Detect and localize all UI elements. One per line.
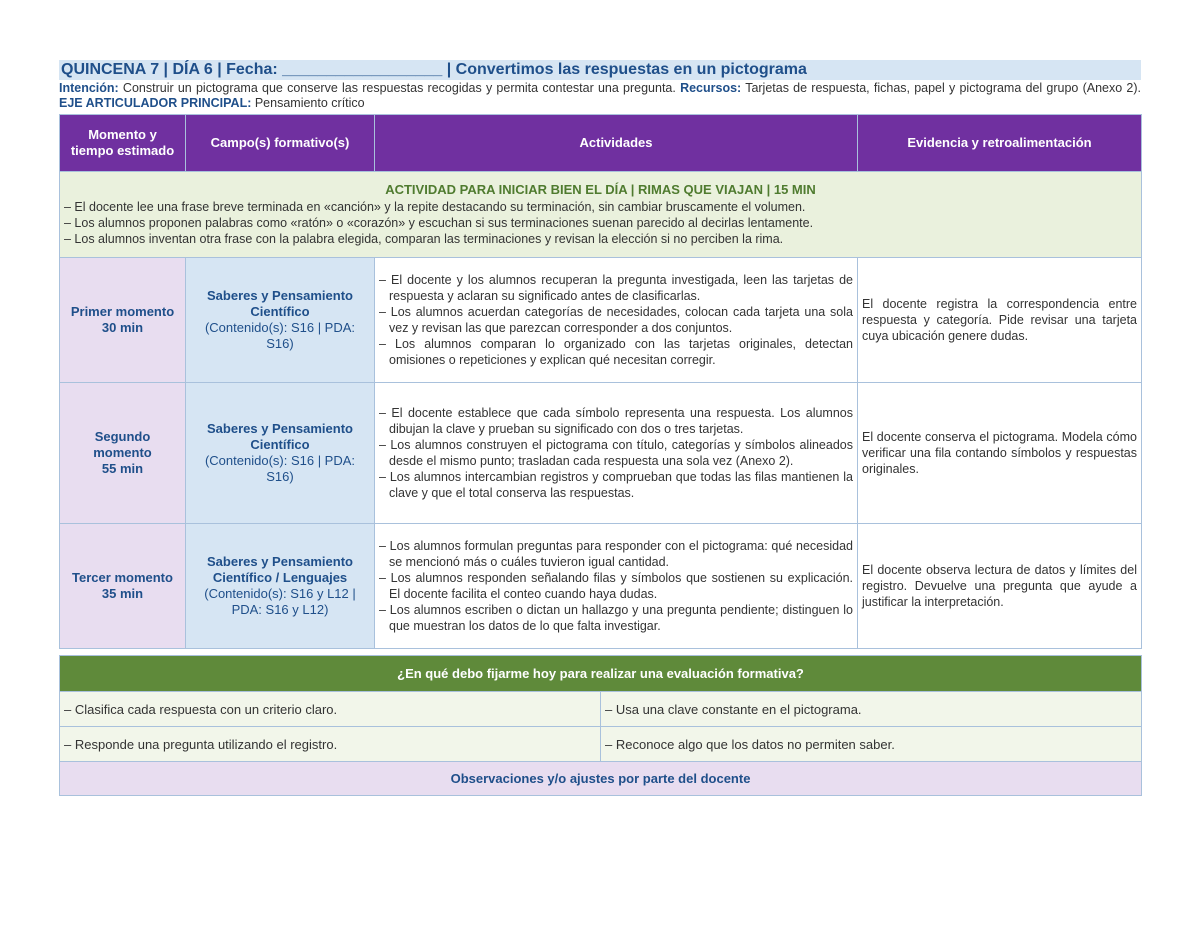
- activity-item: – El docente y los alumnos recuperan la pregunta investigada, leen las tarjetas de respuesta y aclaran su significado antes de clasificarlas.: [379, 273, 853, 303]
- moment-time: 30 min: [101, 320, 144, 335]
- column-header-evidence: Evidencia y retroalimentación: [858, 115, 1142, 172]
- field-cell: [186, 524, 375, 649]
- moment-time: 55 min: [101, 461, 144, 476]
- warmup-item: – El docente lee una frase breve terminada en «canción» y la repite destacando su terminación, sin cambiar bruscamente el volumen.: [64, 200, 806, 214]
- resources-text: Tarjetas de respuesta, fichas, papel y pictograma del grupo (Anexo 2).: [741, 81, 1141, 95]
- evidence-cell: El docente registra la correspondencia entre respuesta y categoría. Pide revisar una tarjeta cuya ubicación genere dudas.: [858, 258, 1142, 383]
- page-title: QUINCENA 7 | DÍA 6 | Fecha: __________________ | Convertimos las respuestas en un pictograma: [59, 60, 1141, 80]
- lesson-plan-page: [59, 60, 1141, 796]
- moment-time: 35 min: [101, 586, 144, 601]
- field-content: (Contenido(s): S16 | PDA: S16): [204, 320, 356, 351]
- activity-item: – Los alumnos escriben o dictan un hallazgo y una pregunta pendiente; distinguen lo que muestran los datos de lo que falta investigar.: [379, 603, 853, 633]
- column-header-field: Campo(s) formativo(s): [186, 115, 375, 172]
- activities-cell: [375, 383, 858, 524]
- table-header-row: [60, 115, 1142, 172]
- warmup-title: ACTIVIDAD PARA INICIAR BIEN EL DÍA | RIMAS QUE VIAJAN | 15 MIN: [385, 182, 816, 197]
- moment-label: Tercer momento: [72, 570, 173, 585]
- field-name: Saberes y Pensamiento Científico / Lenguajes: [207, 554, 353, 585]
- activity-item: – Los alumnos intercambian registros y comprueban que todas las filas mantienen la clave y que el total conserva las respuestas.: [379, 470, 853, 500]
- evaluation-title: ¿En qué debo fijarme hoy para realizar una evaluación formativa?: [60, 656, 1142, 692]
- evaluation-row: [60, 692, 1142, 727]
- column-header-activities: Actividades: [375, 115, 858, 172]
- evaluation-table: [59, 655, 1142, 796]
- activity-item: – Los alumnos acuerdan categorías de necesidades, colocan cada tarjeta una sola vez y revisan las que parezcan corresponder a dos conjuntos.: [379, 305, 853, 335]
- activity-item: – Los alumnos responden señalando filas y símbolos que sostienen su explicación. El docente facilita el conteo cuando haya dudas.: [379, 571, 853, 601]
- observations-title: Observaciones y/o ajustes por parte del docente: [60, 762, 1142, 796]
- warmup-item: – Los alumnos proponen palabras como «ratón» o «corazón» y escuchan si sus terminaciones suenan parecido al decirlas lentamente.: [64, 216, 814, 230]
- resources-label: Recursos:: [680, 81, 742, 95]
- evaluation-item: – Responde una pregunta utilizando el registro.: [60, 727, 601, 762]
- activity-item: – El docente establece que cada símbolo representa una respuesta. Los alumnos dibujan la clave y prueban su significado con dos o tres tarjetas.: [379, 406, 853, 436]
- evaluation-item: – Usa una clave constante en el pictograma.: [601, 692, 1142, 727]
- observations-row: [60, 762, 1142, 796]
- evaluation-item: – Clasifica cada respuesta con un criterio claro.: [60, 692, 601, 727]
- activity-item: – Los alumnos construyen el pictograma con título, categorías y símbolos alineados desde el mismo punto; trasladan cada respuesta una sola vez (Anexo 2).: [379, 438, 853, 468]
- warmup-item: – Los alumnos inventan otra frase con la palabra elegida, comparan las terminaciones y revisan la elección si no perciben la rima.: [64, 232, 784, 246]
- intent-text: Construir un pictograma que conserve las respuestas recogidas y permita contestar una pregunta.: [118, 81, 681, 95]
- evidence-cell: El docente observa lectura de datos y límites del registro. Devuelve una pregunta que ayude a justificar la interpretación.: [858, 524, 1142, 649]
- moment-cell: [60, 524, 186, 649]
- table-row: [60, 383, 1142, 524]
- activity-item: – Los alumnos formulan preguntas para responder con el pictograma: qué necesidad se mencionó más o cuáles tuvieron igual cantidad.: [379, 539, 853, 569]
- activities-cell: [375, 258, 858, 383]
- field-name: Saberes y Pensamiento Científico: [207, 288, 353, 319]
- field-content: (Contenido(s): S16 | PDA: S16): [204, 453, 356, 484]
- activities-table: [59, 114, 1142, 649]
- axis-label: EJE ARTICULADOR PRINCIPAL:: [59, 96, 252, 110]
- field-cell: [186, 258, 375, 383]
- warmup-cell: [60, 172, 1142, 258]
- activity-item: – Los alumnos comparan lo organizado con las tarjetas originales, detectan omisiones o repeticiones y explican qué necesitan corregir.: [379, 337, 853, 367]
- intent-paragraph: [59, 81, 1141, 111]
- activities-cell: [375, 524, 858, 649]
- axis-text: Pensamiento crítico: [251, 96, 365, 110]
- moment-cell: [60, 383, 186, 524]
- intent-label: Intención:: [59, 81, 119, 95]
- evaluation-item: – Reconoce algo que los datos no permiten saber.: [601, 727, 1142, 762]
- field-name: Saberes y Pensamiento Científico: [207, 421, 353, 452]
- field-content: (Contenido(s): S16 y L12 | PDA: S16 y L12): [204, 586, 356, 617]
- table-row: [60, 524, 1142, 649]
- evaluation-header-row: [60, 656, 1142, 692]
- table-row: [60, 258, 1142, 383]
- field-cell: [186, 383, 375, 524]
- moment-label: Primer momento: [70, 304, 175, 319]
- warmup-row: [60, 172, 1142, 258]
- column-header-moment: Momento y tiempo estimado: [60, 115, 186, 172]
- evaluation-row: [60, 727, 1142, 762]
- moment-label: Segundo momento: [93, 429, 152, 460]
- moment-cell: [60, 258, 186, 383]
- evidence-cell: El docente conserva el pictograma. Modela cómo verificar una fila contando símbolos y respuestas originales.: [858, 383, 1142, 524]
